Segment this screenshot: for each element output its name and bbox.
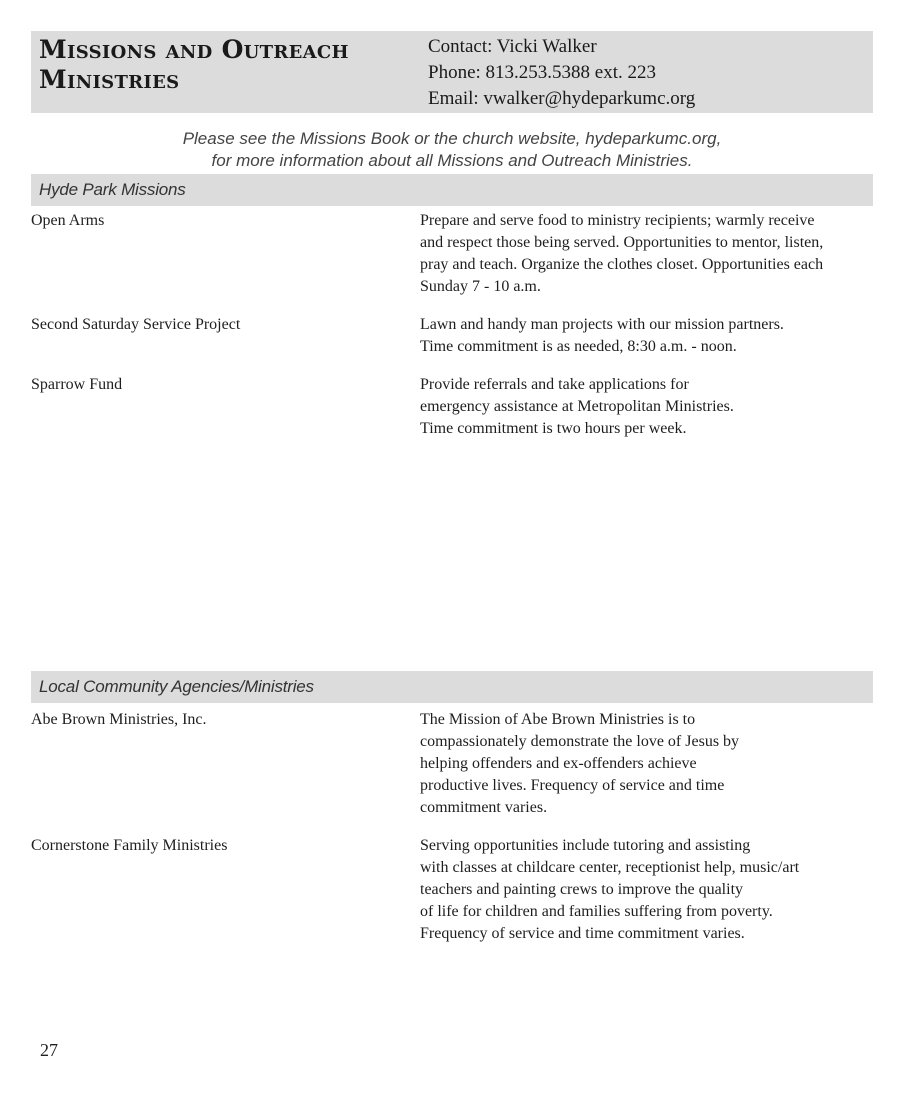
contact-info	[428, 34, 695, 112]
ministry-description	[420, 314, 784, 358]
section-title: Local Community Agencies/Ministries	[39, 677, 314, 696]
ministry-name: Cornerstone Family Ministries	[31, 837, 228, 854]
description-line: with classes at childcare center, receptionist help, music/art	[420, 859, 800, 876]
ministry-name: Second Saturday Service Project	[31, 316, 241, 333]
ministry-description	[420, 835, 799, 945]
contact-phone: Phone: 813.253.5388 ext. 223	[428, 62, 656, 83]
description-line: Prepare and serve food to ministry recipients; warmly receive	[420, 212, 815, 229]
description-line: The Mission of Abe Brown Ministries is to	[420, 711, 696, 728]
description-line: Provide referrals and take applications for	[420, 376, 689, 393]
ministry-description	[420, 709, 739, 819]
description-line: Lawn and handy man projects with our mission partners.	[420, 316, 784, 333]
title-line-2: Ministries	[39, 65, 180, 94]
section-header-local-community	[31, 671, 873, 703]
ministry-name: Abe Brown Ministries, Inc.	[31, 711, 207, 728]
description-line: Serving opportunities include tutoring and assisting	[420, 837, 751, 854]
description-line: of life for children and families suffering from poverty.	[420, 903, 773, 920]
page-number: 27	[40, 1040, 58, 1060]
ministry-name: Sparrow Fund	[31, 376, 123, 393]
header-banner	[31, 31, 873, 113]
contact-name: Contact: Vicki Walker	[428, 36, 597, 57]
description-line: teachers and painting crews to improve the quality	[420, 881, 744, 898]
intro-line-1: Please see the Missions Book or the church website, hydeparkumc.org,	[182, 129, 722, 148]
description-line: helping offenders and ex-offenders achieve	[420, 755, 697, 772]
description-line: compassionately demonstrate the love of Jesus by	[420, 733, 740, 750]
intro-note	[31, 128, 873, 172]
description-line: commitment varies.	[420, 799, 548, 816]
title-line-1: Missions and Outreach	[39, 35, 349, 64]
description-line: and respect those being served. Opportunities to mentor, listen,	[420, 234, 824, 251]
description-line: pray and teach. Organize the clothes closet. Opportunities each	[420, 256, 824, 273]
ministry-name: Open Arms	[31, 212, 105, 229]
ministry-description	[420, 210, 823, 298]
description-line: productive lives. Frequency of service and time	[420, 777, 725, 794]
description-line: Frequency of service and time commitment varies.	[420, 925, 745, 942]
description-line: Time commitment is as needed, 8:30 a.m. - noon.	[420, 338, 737, 355]
description-line: Sunday 7 - 10 a.m.	[420, 278, 541, 295]
description-line: Time commitment is two hours per week.	[420, 420, 687, 437]
page-title	[39, 35, 409, 95]
section-title: Hyde Park Missions	[39, 180, 186, 199]
section-header-hyde-park-missions	[31, 174, 873, 206]
contact-email: Email: vwalker@hydeparkumc.org	[428, 88, 696, 109]
description-line: emergency assistance at Metropolitan Ministries.	[420, 398, 734, 415]
intro-line-2: for more information about all Missions and Outreach Ministries.	[211, 151, 693, 170]
ministry-description	[420, 374, 734, 440]
